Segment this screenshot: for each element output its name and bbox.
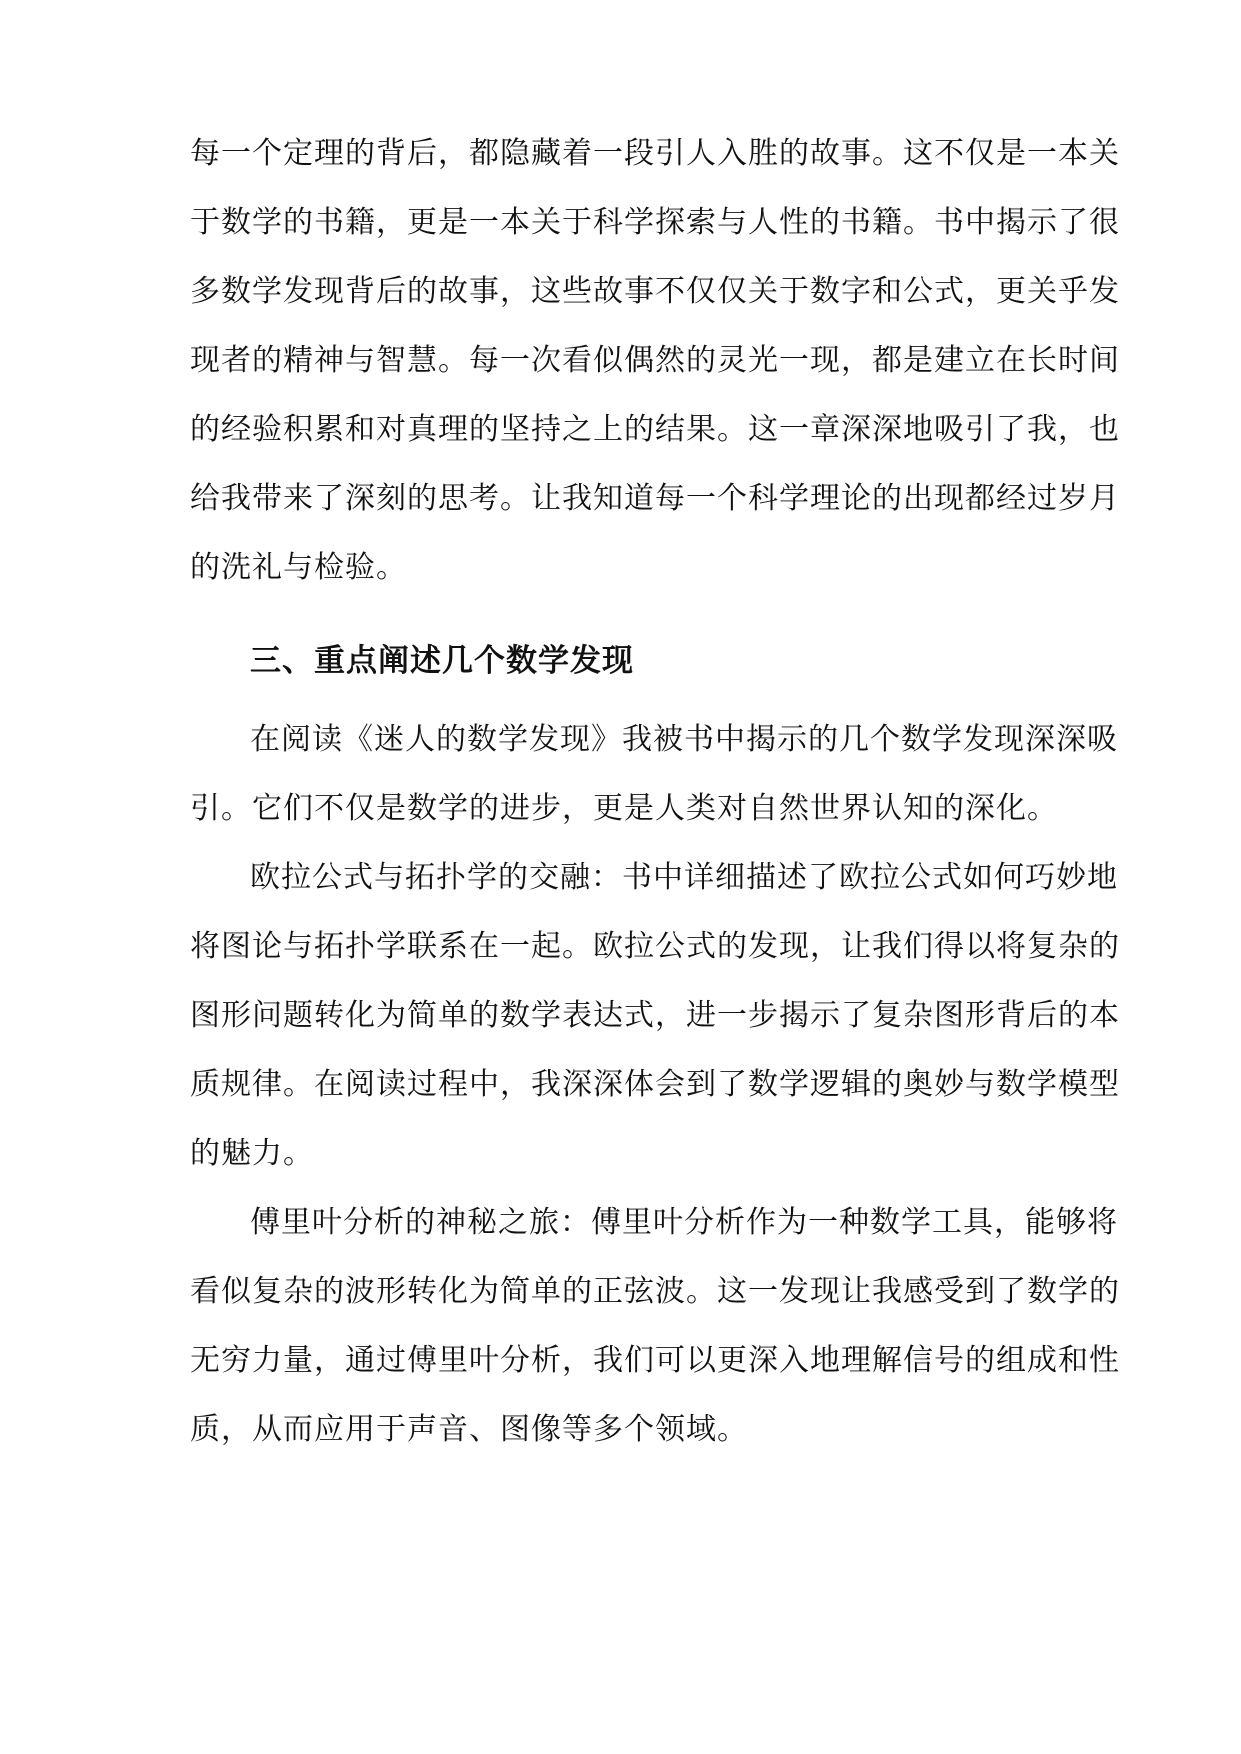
paragraph-line: 的洗礼与检验。	[190, 550, 407, 585]
paragraph-line: 将图论与拓扑学联系在一起。欧拉公式的发现，让我们得以将复杂的	[190, 929, 1120, 964]
paragraph-line: 傅里叶分析的神秘之旅：傅里叶分析作为一种数学工具，能够将	[250, 1205, 1118, 1240]
paragraph-line: 于数学的书籍，更是一本关于科学探索与人性的书籍。书中揭示了很	[190, 205, 1120, 240]
paragraph-line: 多数学发现背后的故事，这些故事不仅仅关于数字和公式，更关乎发	[190, 274, 1120, 309]
paragraph-line: 无穷力量，通过傅里叶分析，我们可以更深入地理解信号的组成和性	[190, 1343, 1120, 1378]
paragraph-line: 每一个定理的背后，都隐藏着一段引人入胜的故事。这不仅是一本关	[190, 136, 1120, 171]
paragraph-line: 质，从而应用于声音、图像等多个领域。	[190, 1412, 748, 1447]
paragraph-line: 给我带来了深刻的思考。让我知道每一个科学理论的出现都经过岁月	[190, 481, 1120, 516]
paragraph-line: 现者的精神与智慧。每一次看似偶然的灵光一现，都是建立在长时间	[190, 343, 1120, 378]
paragraph-line: 引。它们不仅是数学的进步，更是人类对自然世界认知的深化。	[190, 791, 1058, 826]
section-heading: 三、重点阐述几个数学发现	[250, 643, 634, 679]
paragraph-line: 的经验积累和对真理的坚持之上的结果。这一章深深地吸引了我，也	[190, 412, 1120, 447]
paragraph-line: 图形问题转化为简单的数学表达式，进一步揭示了复杂图形背后的本	[190, 998, 1120, 1033]
paragraph-line: 看似复杂的波形转化为简单的正弦波。这一发现让我感受到了数学的	[190, 1274, 1120, 1309]
paragraph-line: 在阅读《迷人的数学发现》我被书中揭示的几个数学发现深深吸	[250, 722, 1118, 757]
paragraph-line: 的魅力。	[190, 1136, 314, 1171]
paragraph-line: 欧拉公式与拓扑学的交融：书中详细描述了欧拉公式如何巧妙地	[250, 860, 1118, 895]
paragraph-line: 质规律。在阅读过程中，我深深体会到了数学逻辑的奥妙与数学模型	[190, 1067, 1120, 1102]
